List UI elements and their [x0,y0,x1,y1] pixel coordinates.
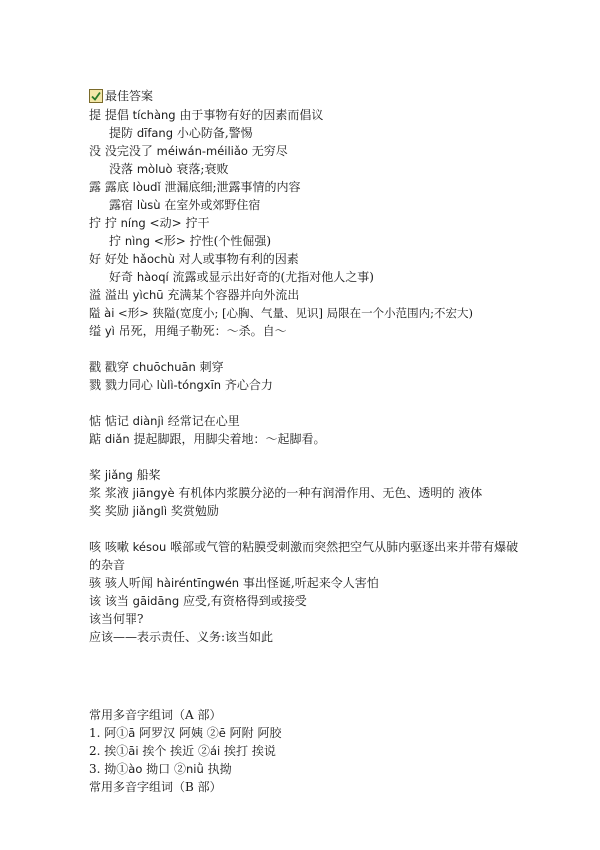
entry-line: 没落 mòluò 衰落;衰败 [109,162,229,176]
entry-line: 好奇 hàoqí 流露或显示出好奇的(尤指对他人之事) [109,270,374,284]
section-a-item: 2. 挨①āi 挨个 挨近 ②ái 挨打 挨说 [89,744,276,758]
entry-line: 露宿 lùsù 在室外或郊野住宿 [109,198,261,212]
entry-line: 该当何罪? [89,612,144,626]
entry-line: 桨 jiǎng 船桨 [89,468,161,482]
entry-line: 提 提倡 tíchàng 由于事物有好的因素而倡议 [89,108,324,122]
entry-line: 浆 浆液 jiāngyè 有机体内浆膜分泌的一种有润滑作用、无色、透明的 液体 [89,486,483,500]
section-a-item: 3. 拗①ào 拗口 ②niǜ 执拗 [89,762,232,776]
entry-line: 缢 yì 吊死，用绳子勒死：～杀。自～ [89,324,287,338]
entry-line: 拧 nìng <形> 拧性(个性倔强) [109,234,272,248]
entry-line: 溢 溢出 yìchū 充满某个容器并向外流出 [89,288,300,302]
entry-line: 戳 戳穿 chuōchuān 刺穿 [89,360,224,374]
entry-line: 提防 dīfang 小心防备,警惕 [109,126,253,140]
entry-line: 隘 ài <形> 狭隘(宽度小; [心胸、气量、见识] 局限在一个小范围内;不宏大) [89,306,473,320]
entry-line: 咳 咳嗽 késou 喉部或气管的粘膜受刺激而突然把空气从肺内驱逐出来并带有爆破的杂音 [89,540,519,572]
entry-line: 惦 惦记 diànjì 经常记在心里 [89,414,240,428]
entry-line: 踮 diǎn 提起脚跟，用脚尖着地：～起脚看。 [89,432,326,446]
entry-line: 露 露底 lòudǐ 泄漏底细;泄露事情的内容 [89,180,301,194]
entry-line: 好 好处 hǎochù 对人或事物有利的因素 [89,252,299,266]
entry-line: 没 没完没了 méiwán-méiliǎo 无穷尽 [89,144,288,158]
entry-line: 拧 拧 níng <动> 拧干 [89,216,210,230]
best-answer-label: 最佳答案 [105,89,154,103]
entry-line: 应该——表示责任、义务:该当如此 [89,630,274,644]
best-answer-icon [89,89,103,103]
entry-line: 该 该当 gāidāng 应受,有资格得到或接受 [89,594,307,608]
entry-line: 奖 奖励 jiǎnglì 奖赏勉励 [89,504,219,518]
section-b-title: 常用多音字组词（B 部） [89,780,222,794]
entry-line: 骇 骇人听闻 hàiréntīngwén 事出怪诞,听起来令人害怕 [89,576,379,590]
section-a-title: 常用多音字组词（A 部） [89,708,222,722]
best-answer-header [89,88,153,104]
entry-line: 戮 戮力同心 lùlì-tóngxīn 齐心合力 [89,378,273,392]
section-a-item: 1. 阿①ā 阿罗汉 阿姨 ②ē 阿附 阿胶 [89,726,282,740]
